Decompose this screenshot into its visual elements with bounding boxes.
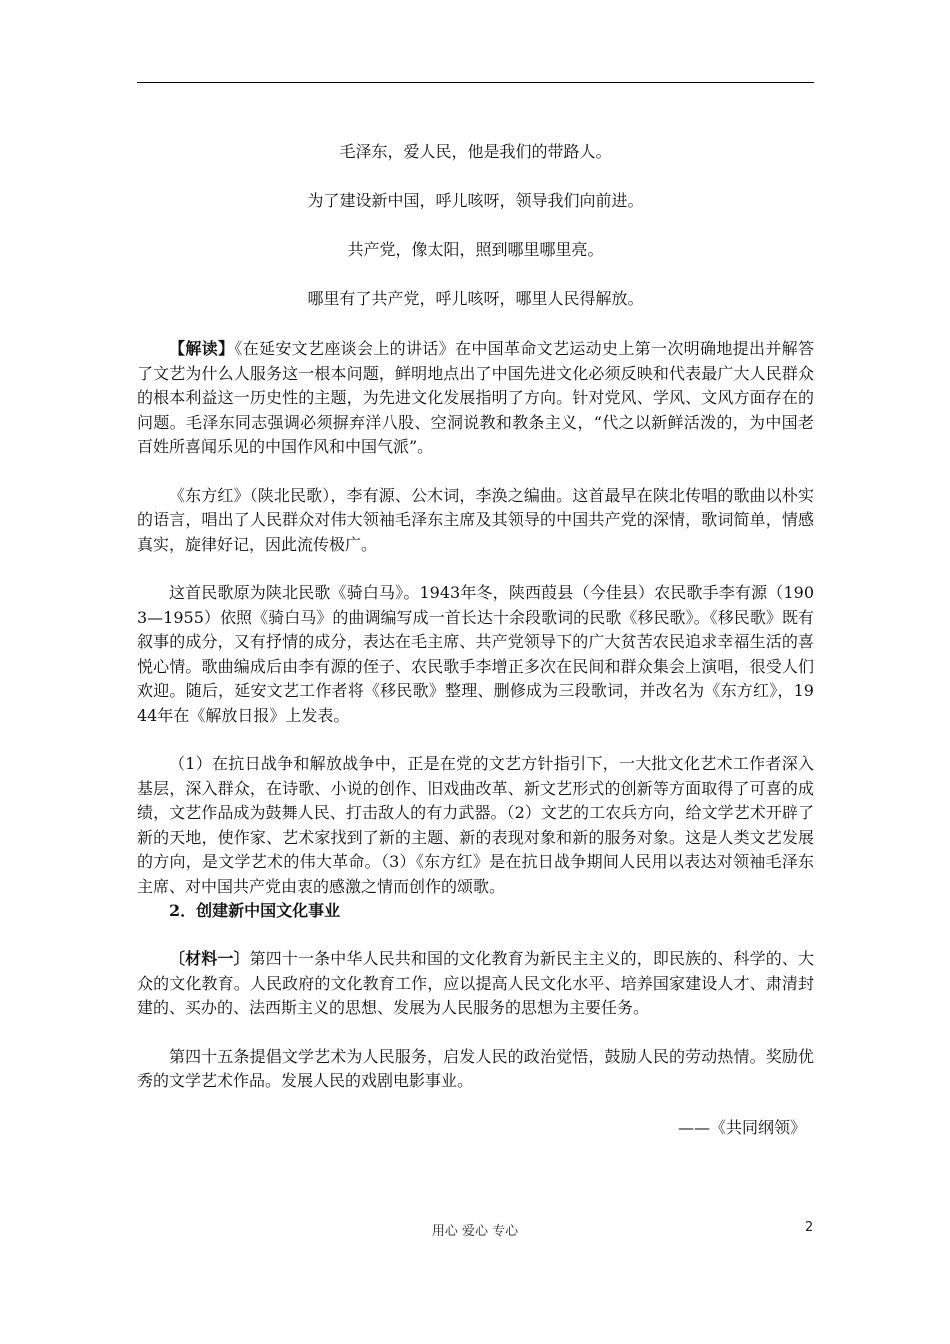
song-line: 共产党，像太阳，照到哪里哪里亮。 — [347, 240, 604, 259]
header-rule — [137, 82, 814, 83]
interpretation-label: 【解读】 — [169, 339, 235, 358]
dongfanghong-paragraph: 《东方红》（陕北民歌），李有源、公木词，李涣之编曲。这首最早在陕北传唱的歌曲以朴实的语言，唱出了人民群众对伟大领袖毛泽东主席及其领导的中国共产党的深情，歌词简单，情感真实，旋律好记，因此流传极广。 — [137, 485, 814, 554]
source-citation: ——《共同纲领》 — [677, 1117, 806, 1137]
section-heading: 2．创建新中国文化事业 — [169, 901, 341, 920]
answers-paragraph: （1）在抗日战争和解放战争中，正是在党的文艺方针指引下，一大批文化艺术工作者深入基层，深入群众，在诗歌、小说的创作、旧戏曲改革、新文艺形式的创新等方面取得了可喜的成绩，文艺作品成为鼓舞人民、打击敌人的有力武器。（2）文艺的工农兵方向，给文学艺术开辟了新的天地，使作家、艺术家找到了新的主题、新的表现对象和新的服务对象。这是人类文艺发展的方向，是文学艺术的伟大革命。（3）《东方红》是在抗日战争期间人民用以表达对领袖毛泽东主席、对中国共产党由衷的感激之情而创作的颂歌。 — [137, 754, 814, 896]
song-line: 毛泽东，爱人民，他是我们的带路人。 — [339, 142, 612, 161]
material-one-paragraph — [137, 947, 814, 1021]
article-45-paragraph: 第四十五条提倡文学艺术为人民服务，启发人民的政治觉悟，鼓励人民的劳动热情。奖励优秀的文学艺术作品。发展人民的戏剧电影事业。 — [137, 1046, 814, 1090]
page-number: 2 — [805, 1220, 814, 1235]
origin-paragraph: 这首民歌原为陕北民歌《骑白马》。1943年冬，陕西葭县（今佳县）农民歌手李有源（1903—1955）依照《骑白马》的曲调编写成一首长达十余段歌词的民歌《移民歌》。《移民歌》既有叙事的成分，又有抒情的成分，表达在毛主席、共产党领导下的广大贫苦农民追求幸福生活的喜悦心情。歌曲编成后由李有源的侄子、农民歌手李增正多次在民间和群众集会上演唱，很受人们欢迎。随后，延安文艺工作者将《移民歌》整理、删修成为三段歌词，并改名为《东方红》，1944年在《解放日报》上发表。 — [137, 583, 814, 725]
interpretation-paragraph — [137, 337, 814, 460]
song-line: 为了建设新中国，呼儿咳呀，领导我们向前进。 — [307, 191, 644, 210]
interpretation-text: 《在延安文艺座谈会上的讲话》在中国革命文艺运动史上第一次明确地提出并解答了文艺为什么人服务这一根本问题，鲜明地点出了中国先进文化必须反映和代表最广大人民群众的根本利益这一历史性的主题，为先进文化发展指明了方向。针对党风、学风、文风方面存在的问题。毛泽东同志强调必须摒弃洋八股、空洞说教和教条主义，“代之以新鲜活泼的，为中国老百姓所喜闻乐见的中国作风和中国气派”。 — [137, 339, 814, 456]
material-text: 第四十一条中华人民共和国的文化教育为新民主主义的，即民族的、科学的、大众的文化教育。人民政府的文化教育工作，应以提高人民文化水平、培养国家建设人才、肃清封建的、买办的、法西斯主义的思想、发展为人民服务的思想为主要任务。 — [137, 949, 814, 1017]
song-line: 哪里有了共产党，呼儿咳呀，哪里人民得解放。 — [307, 289, 644, 308]
footer-slogan: 用心 爱心 专心 — [431, 1224, 519, 1239]
material-label: 〔材料一〕 — [169, 949, 250, 968]
document-body — [137, 140, 814, 1140]
